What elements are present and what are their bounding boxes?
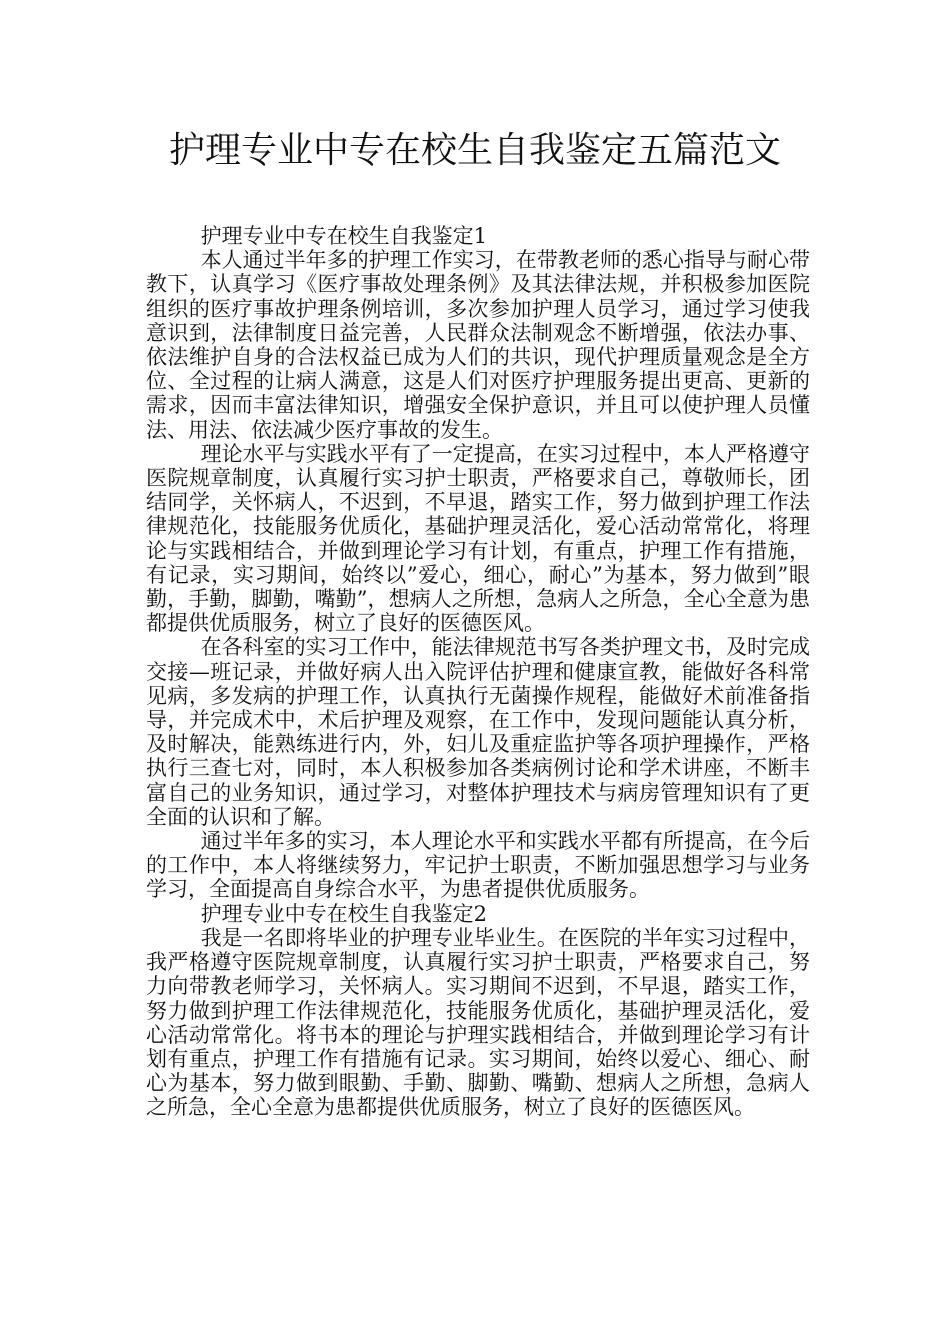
page-title: 护理专业中专在校生自我鉴定五篇范文 [168,130,781,171]
paragraph: 理论水平与实践水平有了一定提高，在实习过程中，本人严格遵守医院规章制度，认真履行实习护士职责，严格要求自己，尊敬师长，团结同学，关怀病人，不迟到，不早退，踏实工作，努力做到护理工作法律规范化，技能服务优质化，基础护理灵活化，爱心活动常常化，将理论与实践相结合，并做到理论学习有计划，有重点，护理工作有措施，有记录，实习期间，始终以”爱心，细心，耐心”为基本，努力做到”眼勤，手勤，脚勤，嘴勤”，想病人之所想，急病人之所急，全心全意为患都提供优质服务，树立了良好的医德医风。 [146,441,810,636]
paragraph: 本人通过半年多的护理工作实习，在带教老师的悉心指导与耐心带教下，认真学习《医疗事故处理条例》及其法律法规，并积极参加医院组织的医疗事故护理条例培训，多次参加护理人员学习，通过学习使我意识到，法律制度日益完善，人民群众法制观念不断增强，依法办事、依法维护自身的合法权益已成为人们的共识，现代护理质量观念是全方位、全过程的让病人满意，这是人们对医疗护理服务提出更高、更新的需求，因而丰富法律知识，增强安全保护意识，并且可以使护理人员懂法、用法、依法减少医疗事故的发生。 [146,248,810,442]
section-heading-1: 护理专业中专在校生自我鉴定1 [200,224,487,248]
paragraph: 在各科室的实习工作中，能法律规范书写各类护理文书，及时完成交接—班记录，并做好病人出入院评估护理和健康宣教，能做好各科常见病，多发病的护理工作，认真执行无菌操作规程，能做好术前准备指导，并完成术中，术后护理及观察，在工作中，发现问题能认真分析，及时解决，能熟练进行内，外，妇儿及重症监护等各项护理操作，严格执行三查七对，同时，本人积极参加各类病例讨论和学术讲座，不断丰富自己的业务知识，通过学习，对整体护理技术与病房管理知识有了更全面的认识和了解。 [146,635,810,829]
section-heading-2: 护理专业中专在校生自我鉴定2 [200,901,487,926]
document-body [146,224,810,1120]
paragraph: 通过半年多的实习，本人理论水平和实践水平都有所提高，在今后的工作中，本人将继续努力，牢记护士职责，不断加强思想学习与业务学习，全面提高自身综合水平，为患者提供优质服务。 [146,829,810,902]
paragraph: 我是一名即将毕业的护理专业毕业生。在医院的半年实习过程中，我严格遵守医院规章制度，认真履行实习护士职责，严格要求自己，努力向带教老师学习，关怀病人。实习期间不迟到，不早退，踏实工作，努力做到护理工作法律规范化，技能服务优质化，基础护理灵活化，爱心活动常常化。将书本的理论与护理实践相结合，并做到理论学习有计划有重点，护理工作有措施有记录。实习期间，始终以爱心、细心、耐心为基本，努力做到眼勤、手勤、脚勤、嘴勤、想病人之所想，急病人之所急，全心全意为患都提供优质服务，树立了良好的医德医风。 [146,925,810,1120]
